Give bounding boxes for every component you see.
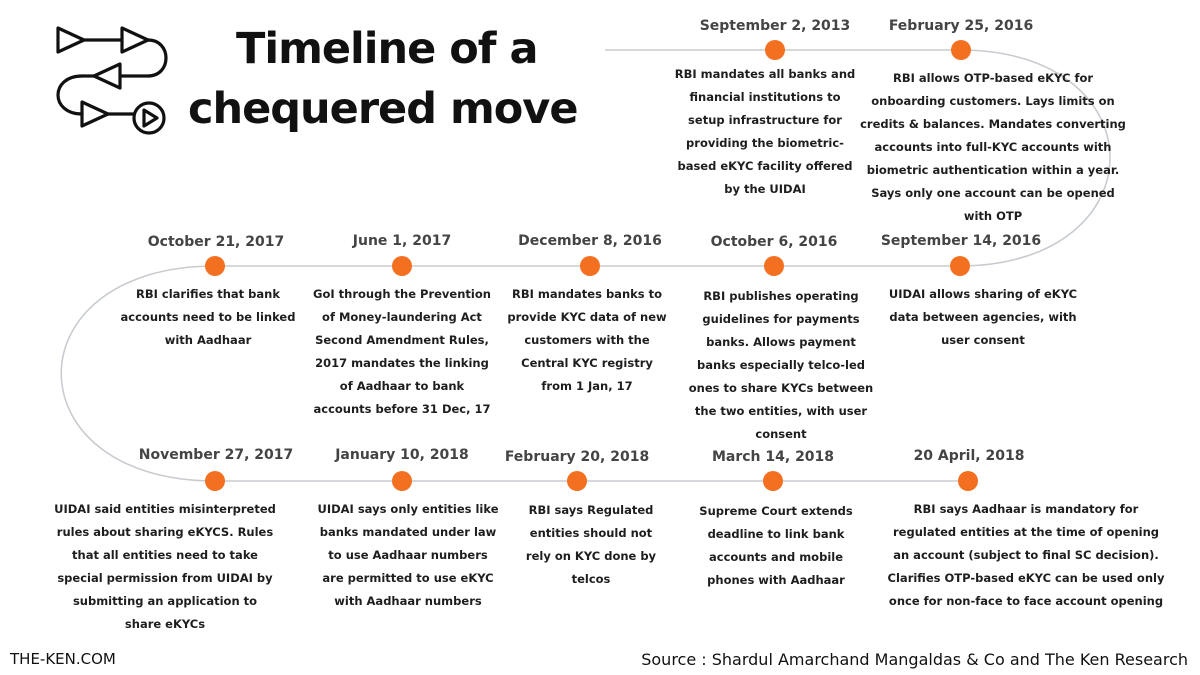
event-description-line: deadline to link bank [707, 527, 845, 541]
event-description-line: rules about sharing eKYCS. Rules [56, 525, 274, 539]
event-description-line: banks especially telco-led [697, 358, 865, 372]
timeline-dot-e2 [951, 40, 971, 60]
event-description-line: provide KYC data of new [507, 310, 667, 324]
event-description-line: UIDAI says only entities like [317, 502, 499, 516]
event-description-line: GoI through the Prevention [313, 287, 491, 301]
event-description [121, 283, 296, 352]
event-date: June 1, 2017 [352, 233, 452, 249]
event-description-line: onboarding customers. Lays limits on [871, 94, 1115, 108]
event-description-line: UIDAI said entities misinterpreted [54, 502, 276, 516]
event-description-line: financial institutions to [689, 90, 841, 104]
event-description-line: special permission from UIDAI by [57, 571, 273, 585]
timeline-dot-e12 [958, 471, 978, 491]
event-description [313, 283, 491, 421]
event-date: 20 April, 2018 [913, 448, 1025, 464]
event-description-line: RBI clarifies that bank [136, 287, 280, 301]
event-description-line: providing the biometric- [686, 136, 844, 150]
play-circle-icon [134, 103, 164, 133]
event-description-line: consent [755, 427, 807, 441]
event-date: October 6, 2016 [710, 234, 838, 250]
event-description-line: of Money-laundering Act [322, 310, 482, 324]
timeline-dot-e4 [764, 256, 784, 276]
event-description-line: user consent [941, 333, 1025, 347]
event-description-line: of Aadhaar to bank [339, 379, 465, 393]
event-description-line: RBI allows OTP-based eKYC for [892, 71, 1094, 85]
event-description-line: telcos [571, 572, 611, 586]
event-description [317, 498, 498, 613]
timeline-dot-e7 [205, 256, 225, 276]
chevron-left-icon [94, 64, 120, 88]
curve-icon [58, 76, 82, 114]
event-description-line: to use Aadhaar numbers [328, 548, 488, 562]
timeline-dot-e11 [763, 471, 783, 491]
event-description-line: Central KYC registry [521, 356, 653, 370]
event-description-line: that all entities need to take [72, 548, 258, 562]
event-description [526, 499, 656, 591]
event-description [699, 500, 852, 592]
event-description [889, 283, 1077, 352]
event-description [675, 63, 855, 201]
event-description [888, 498, 1165, 613]
event-description-line: Clarifies OTP-based eKYC can be used only [887, 571, 1165, 585]
event-description-line: accounts into full-KYC accounts with [874, 140, 1112, 154]
event-date: December 8, 2016 [518, 233, 662, 249]
footer-source: Source : Shardul Amarchand Mangaldas & Co and The Ken Research [641, 650, 1188, 669]
event-description-line: banks. Allows payment [706, 335, 856, 349]
event-description-line: RBI mandates banks to [511, 287, 663, 301]
event-description-line: by the UIDAI [724, 182, 806, 196]
event-description-line: accounts need to be linked [120, 310, 296, 324]
event-date: January 10, 2018 [335, 447, 469, 463]
event-description-line: accounts and mobile [709, 550, 843, 564]
event-description-line: customers with the [524, 333, 650, 347]
event-date: September 2, 2013 [699, 18, 851, 34]
timeline-dot-e3 [950, 256, 970, 276]
curve-icon [148, 40, 166, 76]
event-description-line: submitting an application to [72, 594, 258, 608]
timeline-dot-e9 [392, 471, 412, 491]
event-description [507, 283, 666, 398]
event-description-line: accounts before 31 Dec, 17 [313, 402, 491, 416]
event-date: February 20, 2018 [504, 449, 650, 465]
event-description-line: with Aadhaar [164, 333, 252, 347]
event-description-line: entities should not [529, 526, 653, 540]
event-description-line: Second Amendment Rules, [315, 333, 489, 347]
event-description-line: Says only one account can be opened [871, 186, 1115, 200]
event-description-line: RBI says Aadhaar is mandatory for [913, 502, 1139, 516]
timeline-dot-e1 [765, 40, 785, 60]
footer-brand: THE-KEN.COM [10, 650, 116, 668]
chevron-right-icon [58, 28, 84, 52]
chevron-right-icon [122, 28, 148, 52]
event-description-line: RBI mandates all banks and [674, 67, 856, 81]
event-description-line: based eKYC facility offered [677, 159, 853, 173]
event-description-line: with Aadhaar numbers [334, 594, 482, 608]
event-description-line: regulated entities at the time of opening [892, 525, 1159, 539]
event-description-line: ones to share KYCs between [688, 381, 874, 395]
event-date: February 25, 2016 [888, 18, 1034, 34]
event-description-line: 2017 mandates the linking [315, 356, 489, 370]
event-description-line: Supreme Court extends [699, 504, 853, 518]
event-description-line: share eKYCs [124, 617, 206, 631]
timeline-dot-e10 [567, 471, 587, 491]
arrow-chevron-play-icon [58, 28, 166, 133]
event-description-line: with OTP [963, 209, 1023, 223]
event-date: March 14, 2018 [711, 449, 835, 465]
event-description-line: phones with Aadhaar [707, 573, 845, 587]
play-icon [144, 110, 157, 126]
event-description-line: setup infrastructure for [688, 113, 842, 127]
title-line-2: chequered move [188, 84, 578, 134]
event-description [860, 67, 1126, 228]
event-description-line: guidelines for payments [702, 312, 860, 326]
event-description-line: the two entities, with user [694, 404, 868, 418]
event-description [689, 285, 873, 446]
event-date: October 21, 2017 [147, 234, 285, 250]
event-description [54, 498, 276, 636]
event-description-line: banks mandated under law [319, 525, 497, 539]
chevron-right-icon [82, 102, 108, 126]
event-description-line: once for non-face to face account opening [888, 594, 1164, 608]
timeline-dot-e5 [580, 256, 600, 276]
event-description-line: RBI says Regulated [528, 503, 654, 517]
timeline-dot-e6 [392, 256, 412, 276]
event-description-line: UIDAI allows sharing of eKYC [888, 287, 1078, 301]
event-description-line: data between agencies, with [889, 310, 1077, 324]
event-description-line: are permitted to use eKYC [322, 571, 494, 585]
event-description-line: credits & balances. Mandates converting [860, 117, 1126, 131]
timeline-dot-e8 [205, 471, 225, 491]
event-description-line: rely on KYC done by [525, 549, 657, 563]
event-date: September 14, 2016 [880, 233, 1042, 249]
event-description-line: an account (subject to final SC decision). [893, 548, 1159, 562]
event-date: November 27, 2017 [138, 447, 294, 463]
event-description-line: RBI publishes operating [703, 289, 859, 303]
event-description-line: biometric authentication within a year. [866, 163, 1120, 177]
title-line-1: Timeline of a [236, 24, 538, 74]
event-description-line: from 1 Jan, 17 [541, 379, 633, 393]
